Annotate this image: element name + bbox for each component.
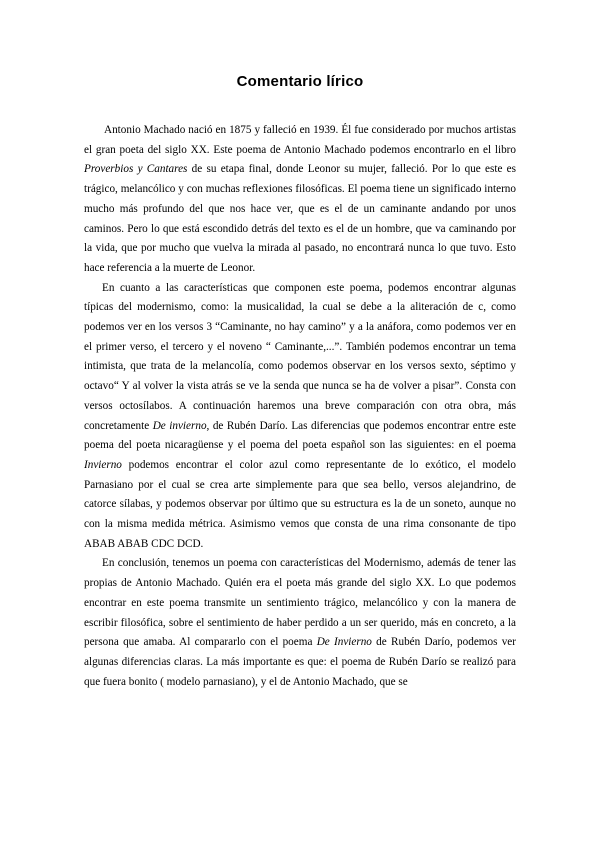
paragraph-text: podemos encontrar el color azul como representante de lo exótico, el modelo Parnasiano por el cual se crea arte simplemente para que sea bello, versos alejandrino, de catorce sílabas, y podemos observar por último que su estructura es la de un soneto, aunque no con la misma medida métrica. Asimismo vemos que consta de una rima consonante de tipo ABAB ABAB CDC DCD. [84,458,516,550]
poem-title: De invierno, [152,419,210,432]
paragraph-text: En conclusión, tenemos un poema con características del Modernismo, además de tener las propias de Antonio Machado. Quién era el poeta más grande del siglo XX. Lo que podemos encontrar en este poema transmite un sentimiento trágico, melancólico y con la manera de escribir filosófica, sobre el sentimiento de haber perdido a un ser querido, más en concreto, a la persona que amaba. Al compararlo con el poema [84,557,516,649]
paragraph-conclusion [84,554,516,692]
paragraph-introduction [84,121,516,279]
paragraph-characteristics [84,279,516,555]
paragraph-text: de su etapa final, donde Leonor su mujer, falleció. Por lo que este es trágico, melancólico y con muchas reflexiones filosóficas. El poema tiene un significado interno mucho más profundo del que nos hace ver, que es el de un caminante andando por unos caminos. Pero lo que está escondido detrás del texto es el de un hombre, que va caminando por la vida, que por mucho que vuelva la mirada al pasado, no encontrará nunca lo que tuvo. Esto hace referencia a la muerte de Leonor. [84,163,516,274]
paragraph-text: En cuanto a las características que componen este poema, podemos encontrar algunas típicas del modernismo, como: la musicalidad, la cual se debe a la aliteración de c, como podemos ver en los versos 3 “Caminante, no hay camino” y a la anáfora, como podemos ver en el primer verso, el tercero y el noveno “ Caminante,...”. También podemos encontrar un tema intimista, que trata de la melancolía, como podemos observar en los versos sexto, séptimo y octavo“ Y al volver la vista atrás se ve la senda que nunca se ha de volver a pisar”. Consta con versos octosílabos. A continuación haremos una breve comparación con otra obra, más concretamente [84,281,516,432]
book-title: Proverbios y Cantares [84,163,188,176]
document-title: Comentario lírico [236,73,364,90]
poem-title: Invierno [84,458,122,471]
document-body [84,121,516,692]
paragraph-text: Antonio Machado nació en 1875 y falleció en 1939. Él fue considerado por muchos artistas el gran poeta del siglo XX. Este poema de Antonio Machado podemos encontrarlo en el libro [84,124,516,156]
paragraph-text: de Rubén Darío, podemos ver algunas diferencias claras. La más importante es que: el poema de Rubén Darío se realizó para que fuera bonito ( modelo parnasiano), y el de Antonio Machado, que se [84,636,516,688]
paragraph-text: de Rubén Darío. Las diferencias que podemos encontrar entre este poema del poeta nicaragüense y el poema del poeta español son las siguientes: en el poema [84,419,517,452]
poem-title: De Invierno [316,636,372,649]
